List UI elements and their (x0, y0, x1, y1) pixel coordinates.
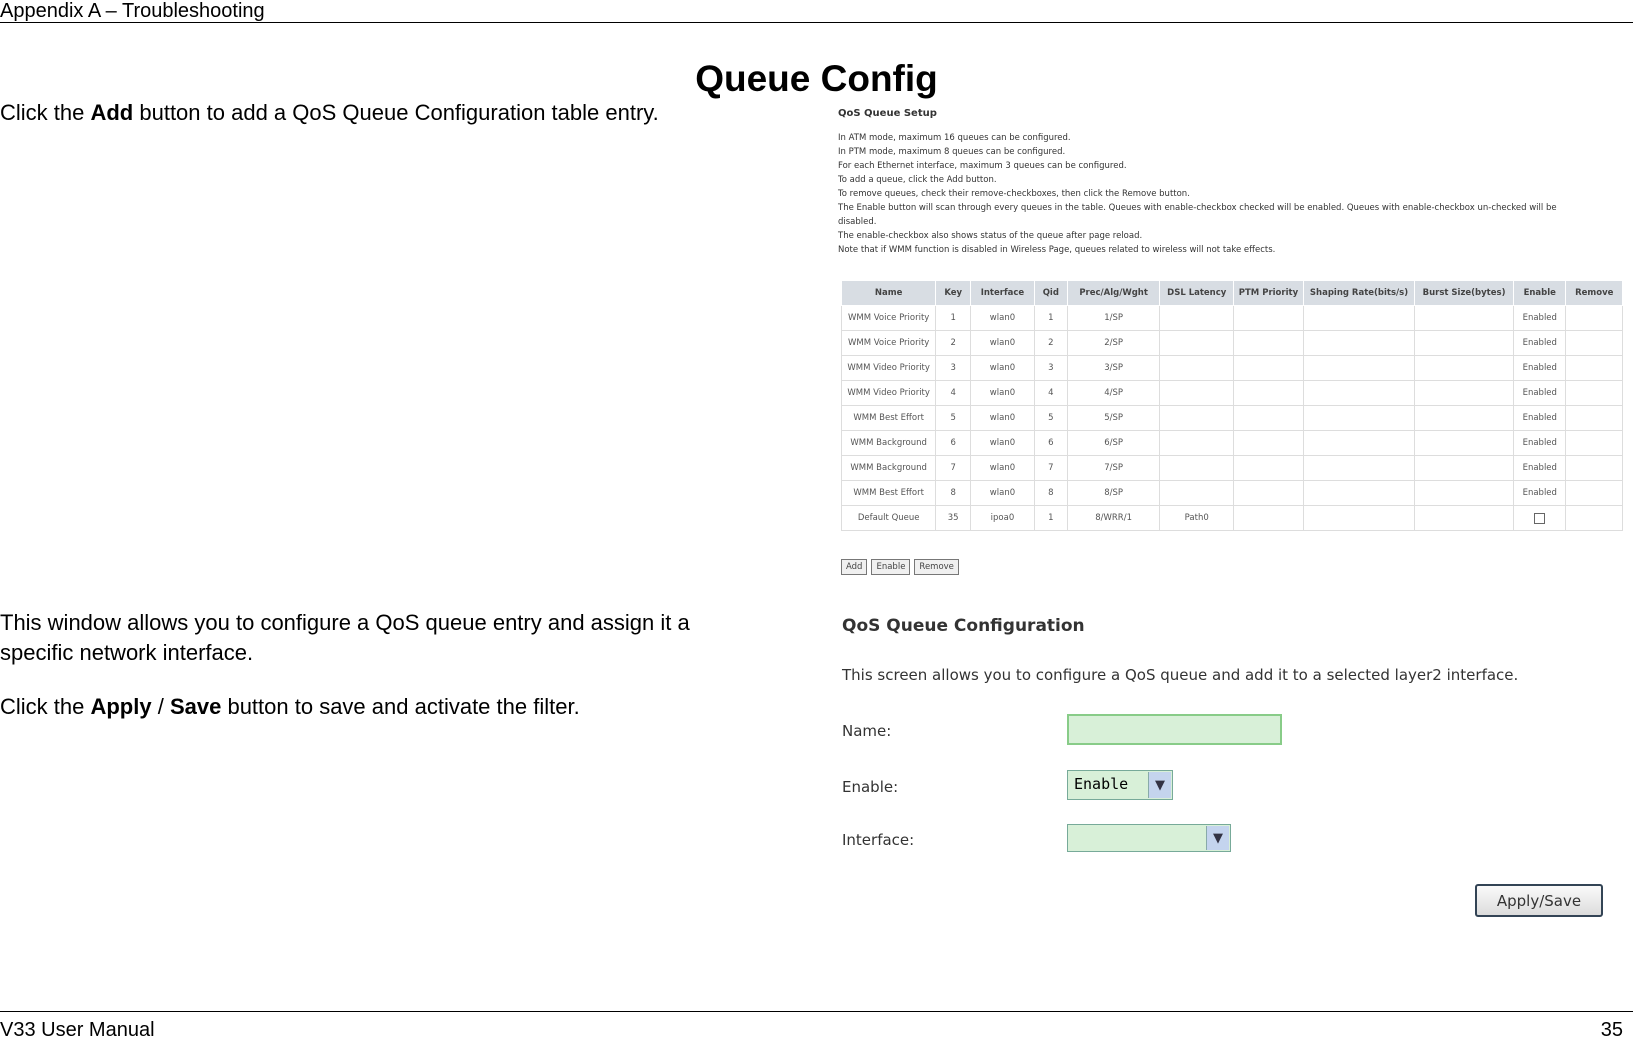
para-apply-sep: / (151, 694, 170, 719)
table-cell (1566, 306, 1623, 331)
table-cell (1160, 481, 1233, 506)
table-cell (1233, 306, 1303, 331)
table-cell (1303, 381, 1414, 406)
table-cell: Enabled (1514, 356, 1566, 381)
table-cell: 8/SP (1067, 481, 1160, 506)
setup-instructions (838, 131, 1623, 257)
para-window (0, 608, 690, 668)
table-cell: 5/SP (1067, 406, 1160, 431)
setup-line: The enable-checkbox also shows status of the queue after page reload. (838, 231, 1143, 241)
enable-select[interactable] (1067, 770, 1173, 800)
table-cell: wlan0 (971, 456, 1035, 481)
footer-page-number: 35 (1600, 1019, 1623, 1041)
table-cell (1415, 406, 1514, 431)
table-row (842, 306, 1623, 331)
name-label: Name: (842, 722, 892, 740)
enable-select-value: Enable (1074, 775, 1129, 793)
table-cell: WMM Video Priority (842, 356, 936, 381)
table-cell: 7 (1034, 456, 1067, 481)
table-cell (1566, 356, 1623, 381)
remove-button[interactable]: Remove (914, 559, 959, 575)
table-cell (1233, 506, 1303, 531)
table-row (842, 331, 1623, 356)
footer-manual: V33 User Manual (0, 1019, 155, 1041)
para-apply-pre: Click the (0, 694, 91, 719)
table-cell: WMM Video Priority (842, 381, 936, 406)
table-cell (1566, 406, 1623, 431)
table-cell: wlan0 (971, 381, 1035, 406)
queue-col-header: Name (842, 281, 936, 306)
table-cell: 2 (936, 331, 971, 356)
setup-buttons (841, 554, 963, 575)
table-cell: 6/SP (1067, 431, 1160, 456)
table-cell (1415, 456, 1514, 481)
table-cell: Enabled (1514, 481, 1566, 506)
table-cell: 8 (936, 481, 971, 506)
table-row (842, 506, 1623, 531)
table-cell (1160, 381, 1233, 406)
table-cell: wlan0 (971, 331, 1035, 356)
table-cell: 1/SP (1067, 306, 1160, 331)
table-cell (1566, 431, 1623, 456)
enable-button[interactable]: Enable (871, 559, 910, 575)
table-cell (1303, 431, 1414, 456)
table-cell (1160, 456, 1233, 481)
table-cell: Enabled (1514, 456, 1566, 481)
table-cell: WMM Voice Priority (842, 331, 936, 356)
table-cell: 5 (1034, 406, 1067, 431)
para-apply-post: button to save and activate the filter. (221, 694, 580, 719)
table-cell (1303, 306, 1414, 331)
table-cell: WMM Best Effort (842, 406, 936, 431)
table-row (842, 381, 1623, 406)
table-cell: 6 (1034, 431, 1067, 456)
table-cell (1415, 506, 1514, 531)
table-cell (1303, 406, 1414, 431)
table-cell: Enabled (1514, 331, 1566, 356)
queue-col-header: Qid (1034, 281, 1067, 306)
table-cell (1233, 356, 1303, 381)
table-cell (1303, 331, 1414, 356)
table-cell (1415, 481, 1514, 506)
table-cell: 5 (936, 406, 971, 431)
queue-col-header: PTM Priority (1233, 281, 1303, 306)
table-cell (1160, 356, 1233, 381)
queue-col-header: Burst Size(bytes) (1415, 281, 1514, 306)
table-cell: WMM Voice Priority (842, 306, 936, 331)
setup-line: In PTM mode, maximum 8 queues can be configured. (838, 147, 1066, 157)
para-apply-bold1: Apply (90, 694, 152, 719)
table-cell: 3 (1034, 356, 1067, 381)
table-cell: 7 (936, 456, 971, 481)
table-cell (1233, 431, 1303, 456)
table-cell: WMM Background (842, 456, 936, 481)
table-cell (1233, 481, 1303, 506)
table-cell: 3/SP (1067, 356, 1160, 381)
table-cell: 7/SP (1067, 456, 1160, 481)
table-cell: 4 (1034, 381, 1067, 406)
table-cell: Default Queue (842, 506, 936, 531)
table-row (842, 356, 1623, 381)
table-cell: Enabled (1514, 406, 1566, 431)
para-add (0, 98, 659, 128)
chevron-down-icon[interactable]: ▼ (1148, 772, 1171, 798)
table-cell (1415, 306, 1514, 331)
queue-col-header: Remove (1566, 281, 1623, 306)
para-window-line1: This window allows you to configure a QoS queue entry and assign it a (0, 610, 690, 635)
table-cell (1303, 506, 1414, 531)
table-cell (1160, 406, 1233, 431)
setup-line: The Enable button will scan through every queues in the table. Queues with enable-checkbox checked will be enabled. Queues with enable-checkbox un-checked will be (838, 203, 1557, 213)
setup-line: In ATM mode, maximum 16 queues can be configured. (838, 133, 1071, 143)
queue-col-header: Prec/Alg/Wght (1067, 281, 1160, 306)
interface-label: Interface: (842, 831, 915, 849)
table-cell: 4/SP (1067, 381, 1160, 406)
table-cell: Enabled (1514, 381, 1566, 406)
queue-col-header: Enable (1514, 281, 1566, 306)
table-cell (1566, 456, 1623, 481)
enable-checkbox[interactable] (1534, 513, 1545, 524)
table-cell: 1 (1034, 506, 1067, 531)
table-cell: WMM Background (842, 431, 936, 456)
table-cell: 1 (1034, 306, 1067, 331)
table-cell: 4 (936, 381, 971, 406)
table-cell (1233, 406, 1303, 431)
para-apply (0, 692, 580, 722)
header-section: Appendix A – Troubleshooting (0, 0, 265, 22)
setup-line: Note that if WMM function is disabled in Wireless Page, queues related to wireless will not take effects. (838, 245, 1276, 255)
table-cell (1160, 306, 1233, 331)
setup-line: To remove queues, check their remove-checkboxes, then click the Remove button. (838, 189, 1190, 199)
table-cell (1160, 431, 1233, 456)
table-cell: 3 (936, 356, 971, 381)
queue-table-body (842, 306, 1623, 531)
table-cell (1514, 506, 1566, 531)
table-cell (1566, 381, 1623, 406)
table-row (842, 481, 1623, 506)
config-title: QoS Queue Configuration (842, 616, 1085, 636)
apply-save-button[interactable]: Apply/Save (1475, 884, 1603, 917)
table-cell: 8/WRR/1 (1067, 506, 1160, 531)
qos-queue-config-screenshot (838, 610, 1623, 930)
table-cell (1233, 331, 1303, 356)
chevron-down-icon[interactable]: ▼ (1206, 826, 1229, 850)
queue-col-header: Key (936, 281, 971, 306)
table-cell (1233, 456, 1303, 481)
table-cell: 35 (936, 506, 971, 531)
qos-queue-setup-screenshot (838, 108, 1623, 578)
table-cell: Enabled (1514, 306, 1566, 331)
queue-table-header (842, 281, 1623, 306)
table-cell: WMM Best Effort (842, 481, 936, 506)
queue-table (841, 280, 1623, 531)
table-cell: 8 (1034, 481, 1067, 506)
table-row (842, 456, 1623, 481)
interface-select[interactable] (1067, 824, 1231, 852)
para-add-bold: Add (90, 100, 134, 125)
add-button[interactable]: Add (841, 559, 867, 575)
table-cell: 2 (1034, 331, 1067, 356)
table-cell (1303, 456, 1414, 481)
para-add-pre: Click the (0, 100, 91, 125)
setup-line: For each Ethernet interface, maximum 3 queues can be configured. (838, 161, 1127, 171)
footer-rule (0, 1011, 1633, 1012)
table-cell: wlan0 (971, 306, 1035, 331)
table-cell: 1 (936, 306, 971, 331)
para-window-line2: specific network interface. (0, 640, 254, 665)
table-cell (1566, 481, 1623, 506)
table-cell: 6 (936, 431, 971, 456)
table-cell (1415, 381, 1514, 406)
para-apply-bold2: Save (169, 694, 222, 719)
table-cell: Path0 (1160, 506, 1233, 531)
setup-line: To add a queue, click the Add button. (838, 175, 997, 185)
table-cell: wlan0 (971, 481, 1035, 506)
table-cell: wlan0 (971, 431, 1035, 456)
table-cell: Enabled (1514, 431, 1566, 456)
table-cell (1566, 506, 1623, 531)
queue-col-header: Shaping Rate(bits/s) (1303, 281, 1414, 306)
queue-col-header: Interface (971, 281, 1035, 306)
page-title: Queue Config (695, 58, 938, 99)
table-cell: ipoa0 (971, 506, 1035, 531)
table-row (842, 406, 1623, 431)
table-cell: wlan0 (971, 406, 1035, 431)
table-cell: 2/SP (1067, 331, 1160, 356)
table-cell (1415, 431, 1514, 456)
table-cell: wlan0 (971, 356, 1035, 381)
enable-label: Enable: (842, 778, 899, 796)
setup-title: QoS Queue Setup (838, 108, 937, 119)
table-cell (1303, 481, 1414, 506)
table-cell (1303, 356, 1414, 381)
table-cell (1415, 356, 1514, 381)
table-cell (1160, 331, 1233, 356)
table-cell (1415, 331, 1514, 356)
header-rule (0, 22, 1633, 23)
queue-col-header: DSL Latency (1160, 281, 1233, 306)
table-cell (1566, 331, 1623, 356)
name-input[interactable] (1067, 714, 1282, 745)
table-row (842, 431, 1623, 456)
table-cell (1233, 381, 1303, 406)
para-add-post: button to add a QoS Queue Configuration table entry. (133, 100, 659, 125)
setup-line: disabled. (838, 217, 877, 227)
config-description: This screen allows you to configure a QoS queue and add it to a selected layer2 interface. (842, 666, 1519, 684)
